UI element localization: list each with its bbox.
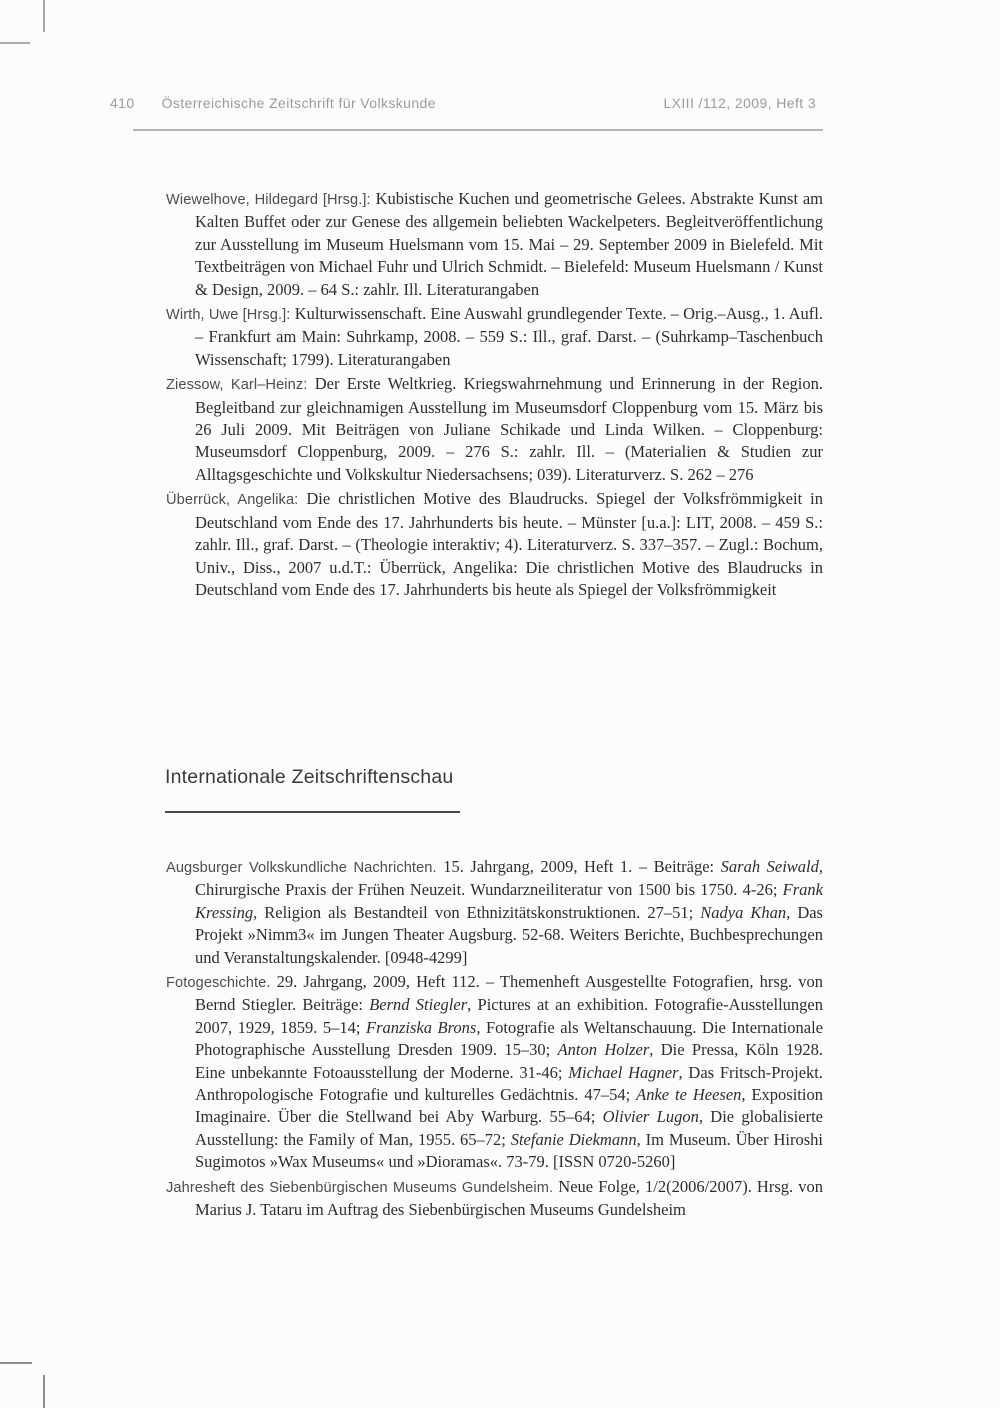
entry-text-segment: Chirurgische Praxis der Frühen Neuzeit. Wundarzneiliteratur von 1500 bis 1750. 4-26; (195, 880, 783, 900)
entry-author-name: Bernd Stiegler (369, 995, 468, 1015)
section-heading: Internationale Zeitschriftenschau (165, 766, 454, 788)
entry-text-segment: Der Erste Weltkrieg. Kriegswahrnehmung und Erinnerung in der Region. Begleitband zur gleichnamigen Ausstellung im Museumsdorf Cloppenburg vom 15. März bis 26 Juli 2009. Mit Beiträgen von Juliane Schikade und Linda Wilken. – Cloppenburg: Museumsdorf Cloppenburg, 2009. – 276 S.: zahlr. Ill. – (Materialien & Studien zur Alltagsgeschichte und Volkskultur Niedersachsens; 039). Literaturverz. S. 262 – 276 (195, 374, 823, 484)
entry-text-segment: , Im Museum. Über Hiroshi Sugimotos »Wax Museums« und »Dioramas«. 73-79. [ISSN 0720-5260] (195, 1129, 823, 1172)
bibliography-entry (166, 1176, 823, 1222)
entry-text-segment: Kulturwissenschaft. Eine Auswahl grundlegender Texte. – Orig.–Ausg., 1. Aufl. – Frankfurt am Main: Suhrkamp, 2008. – 559 S.: Ill., graf. Darst. – (Suhrkamp–Taschenbuch Wissenschaft; 1799). Literaturangaben (195, 304, 823, 369)
entry-author-name: Anke te Heesen (636, 1085, 742, 1105)
entry-text-segment: Kubistische Kuchen und geometrische Gelees. Abstrakte Kunst am Kalten Buffet oder zur Genese des allgemein beliebten Wackelpeters. Begleitveröffentlichung zur Ausstellung im Museum Huelsmann vom 15. Mai – 29. September 2009 in Bielefeld. Mit Textbeiträgen von Michael Fuhr und Ulrich Schmidt. – Bielefeld: Museum Huelsmann / Kunst & Design, 2009. – 64 S.: zahlr. Ill. Literaturangaben (195, 189, 824, 299)
entry-text-segment: Religion als Bestandteil von Ethnizitätskonstruktionen. 27–51; (257, 902, 701, 922)
entry-text-segment: Die christlichen Motive des Blaudrucks. Spiegel der Volksfrömmigkeit in Deutschland vom Ende des 17. Jahrhunderts bis heute. – Münster [u.a.]: LIT, 2008. – 459 S.: zahlr. Ill., graf. Darst. – (Theologie interaktiv; 4). Literaturverz. S. 337–357. – Zugl.: Bochum, Univ., Diss., 2007 u.d.T.: Überrück, Angelika: Die christlichen Motive des Blaudrucks in Deutschland vom Ende des 17. Jahrhunderts bis heute als Spiegel der Volksfrömmigkeit (195, 489, 823, 599)
header-rule (133, 129, 823, 131)
running-header (110, 95, 816, 111)
entry-heading-segment: Wiewelhove, Hildegard [Hrsg.]: (166, 192, 376, 208)
entry-heading-segment: Ziessow, Karl–Heinz: (166, 377, 315, 394)
entry-text-segment: , Die globalisierte Ausstellung: the Family of Man, 1955. 65–72; (195, 1107, 823, 1149)
entry-author-name: Anton Holzer (557, 1040, 650, 1060)
entry-text-segment: Neue Folge, 1/2(2006/2007). Hrsg. von Marius J. Tataru im Auftrag des Siebenbürgischen Museums Gundelsheim (195, 1176, 823, 1220)
section-heading-rule (165, 811, 460, 813)
entry-text-segment: Das Projekt »Nimm3« im Jungen Theater Augsburg. 52-68. Weiters Berichte, Buchbesprechungen und Veranstaltungskalender. [0948-4299] (195, 902, 823, 967)
entry-text-segment: , Das Fritsch-Projekt. Anthropologische Fotografie und kulturelles Gedächtnis. 47–54; (195, 1062, 823, 1105)
entry-author-name: Michael Hagner (568, 1062, 679, 1082)
bibliography-entry (166, 373, 823, 486)
entry-author-name: Nadya Khan, (700, 902, 791, 922)
bibliography-entry (166, 188, 823, 301)
bibliography-entry (166, 303, 823, 371)
entry-author-name: Sarah Seiwald, (720, 857, 823, 876)
entry-author-name: Frank Kressing, (195, 880, 823, 922)
entry-heading-segment: Überrück, Angelika: (166, 492, 307, 509)
bibliography-entry (166, 856, 823, 969)
crop-mark-bottom-vertical (43, 1375, 45, 1408)
entry-heading-segment: Wirth, Uwe [Hrsg.]: (166, 307, 295, 324)
crop-mark-top-vertical (43, 0, 45, 32)
entry-author-name: Franziska Brons (366, 1017, 477, 1037)
crop-mark-bottom-horizontal (0, 1362, 32, 1364)
bibliography-section (166, 188, 823, 603)
entry-author-name: Olivier Lugon (602, 1107, 699, 1127)
bibliography-entry (166, 971, 823, 1174)
crop-mark-top-horizontal (0, 42, 30, 44)
journal-title: Österreichische Zeitschrift für Volkskunde (161, 95, 436, 111)
bibliography-entry (166, 488, 823, 601)
entry-text-segment: , Die Pressa, Köln 1928. Eine unbekannte Fotoausstellung der Moderne. 31-46; (195, 1040, 824, 1082)
entry-heading-segment: Fotogeschichte. (166, 975, 277, 992)
page-number: 410 (110, 95, 135, 111)
entry-text-segment: , Exposition Imaginaire. Über die Stellwand bei Aby Warburg. 55–64; (195, 1085, 823, 1127)
entry-author-name: Stefanie Diekmann (510, 1129, 637, 1149)
entry-text-segment: 15. Jahrgang, 2009, Heft 1. – Beiträge: (443, 857, 721, 876)
entry-text-segment: , Fotografie als Weltanschauung. Die Internationale Photographische Ausstellung Dresden 1909. 15–30; (195, 1017, 823, 1060)
entry-text-segment: , Pictures at an exhibition. Fotografie-Ausstellungen 2007, 1929, 1859. 5–14; (195, 995, 823, 1037)
entry-heading-segment: Jahresheft des Siebenbürgischen Museums Gundelsheim. (166, 1179, 559, 1196)
zeitschriftenschau-section (166, 856, 823, 1224)
entry-text-segment: 29. Jahrgang, 2009, Heft 112. – Themenheft Ausgestellte Fotografien, hrsg. von Bernd Stiegler. Beiträge: (195, 972, 824, 1015)
issue-info: LXIII /112, 2009, Heft 3 (663, 95, 816, 111)
entry-heading-segment: Augsburger Volkskundliche Nachrichten. (166, 860, 444, 876)
